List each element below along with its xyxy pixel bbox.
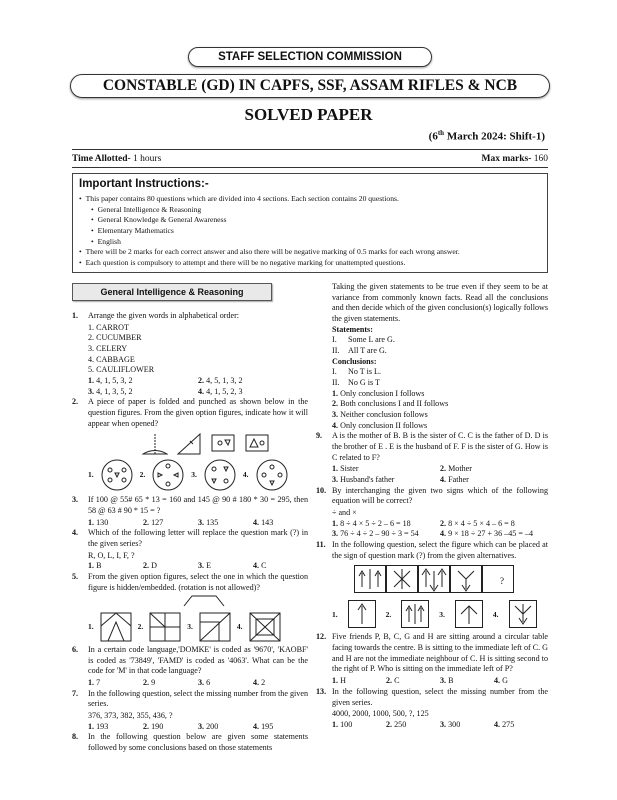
question-6: 6. In a certain code language,'DOMKE' is coded as '9670', 'KAOBF' is coded as '73849', 'FAMD' is coded as '4063'. What can be the code for 'M' in that code language? — [72, 645, 308, 676]
section-item: • General Intelligence & Reasoning — [79, 205, 541, 216]
divider — [72, 149, 548, 150]
commission-banner: STAFF SELECTION COMMISSION — [188, 47, 432, 67]
section-item: • General Knowledge & General Awareness — [79, 215, 541, 226]
max-marks: Max marks- 160 — [481, 154, 548, 164]
q4-options: 1. B 2. D 3. E 4. C — [88, 561, 267, 571]
question-3: 3. If 100 @ 55# 65 * 13 = 160 and 145 @ 90 # 180 * 30 = 295, then 58 @ 63 # 90 * 15 = ? — [72, 495, 308, 516]
option-circle-figure — [203, 458, 237, 492]
q6-options: 1. 7 2. 9 3. 6 4. 2 — [88, 678, 266, 688]
question-8: 8. In the following question below are given some statements followed by some conclusions based on those statements — [72, 732, 308, 753]
q7-options: 1. 193 2. 190 3. 200 4. 195 — [88, 721, 274, 731]
option-square-figure — [149, 612, 181, 642]
q9-options: 1. Sister 2. Mother 3. Husband's father 4. Father — [332, 464, 472, 485]
q11-question-figures — [354, 565, 548, 593]
conclusions-heading: Conclusions: — [332, 356, 377, 366]
q12-options: 1. H 2. C 3. B 4. G — [332, 676, 508, 686]
question-11: 11. In the following question, select the figure which can be placed at the sign of question mark (?) from the given alternatives. — [316, 540, 548, 560]
q2-question-figures — [142, 431, 308, 455]
right-column — [316, 282, 548, 731]
question-1: 1. Arrange the given words in alphabetical order: — [72, 311, 240, 320]
statement: I. Some L are G. — [332, 335, 395, 345]
question-13: 13. In the following question, select the missing number from the given series. — [316, 686, 548, 707]
folded-paper-figure — [142, 431, 168, 455]
q5-question-figure — [182, 594, 308, 612]
left-column — [72, 283, 308, 755]
arrow-option-figure — [401, 600, 429, 628]
word-list: 1. CARROT 2. CUCUMBER 3. CELERY 4. CABBAGE 5. CAULIFLOWER — [88, 322, 155, 375]
instruction-item: • This paper contains 80 questions which are divided into 4 sections. Each section contains 20 questions. — [79, 194, 541, 205]
option-square-figure — [249, 612, 281, 642]
q13-options: 1. 100 2. 250 3. 300 4. 275 — [332, 719, 515, 729]
instructions-heading: Important Instructions:- — [79, 178, 209, 190]
number-series: 4000, 2000, 1000, 500, ?, 125 — [332, 709, 429, 719]
option-square-figure — [199, 612, 231, 642]
option-circle-figure — [100, 458, 134, 492]
question-12: 12. Five friends P, B, C, G and H are sitting around a circular table facing towards the centre. B is sitting to the immediate left of C. G and H are not the immediate neighbour of C. H is sitting second to the right of P. Who is sitting on the immediate left of P? — [316, 632, 549, 674]
question-7: 7. In the following question, select the missing number from the given series. — [72, 688, 308, 709]
question-10: 10. By interchanging the given two signs which of the following equation will be correct? — [316, 485, 548, 506]
q1-options: 1. 4, 1, 5, 3, 2 2. 4, 5, 1, 3, 2 3. 4, 1, 3, 5, 2 4. 4, 1, 5, 2, 3 — [88, 376, 243, 396]
embedded-shape-figure — [182, 594, 226, 608]
option-square-figure — [100, 612, 132, 642]
section-item: • Elementary Mathematics — [79, 226, 541, 237]
instruction-item: • There will be 2 marks for each correct answer and also there will be negative marking of 0.5 marks for each wrong answer. — [79, 247, 541, 258]
question-9: 9. A is the mother of B. B is the sister of C. C is the father of D. D is the brother of E . E is the husband of F. F is the sister of G. How is C related to F? — [316, 431, 548, 462]
option-circle-figure — [151, 458, 185, 492]
q8-options: 1. Only conclusion I follows 2. Both conclusions I and II follows 3. Neither conclusion follows 4. Only conclusion II follows — [332, 388, 449, 430]
exam-date: (6th March 2024: Shift-1) — [428, 129, 545, 143]
question-2: 2. A piece of paper is folded and punched as shown below in the question figures. From the given option figures, indicate how it will appear when opened? — [72, 397, 308, 428]
instructions-list — [79, 194, 541, 268]
paper-title: SOLVED PAPER — [244, 105, 373, 124]
question-mark: ? — [500, 576, 504, 587]
section-item: • English — [79, 237, 541, 248]
option-circle-figure — [255, 458, 289, 492]
punched-paper-figure — [210, 431, 236, 455]
folded-paper-figure — [176, 431, 202, 455]
arrow-option-figure — [348, 600, 376, 628]
conclusion: I. No T is L. — [332, 367, 381, 377]
q11-option-figures: 1. 2. 3. 4. — [332, 600, 548, 628]
divider — [72, 167, 548, 168]
number-series: 376, 373, 382, 355, 436, ? — [88, 711, 173, 721]
statements-heading: Statements: — [332, 324, 373, 334]
punched-paper-figure — [244, 431, 270, 455]
section-heading: General Intelligence & Reasoning — [72, 283, 272, 301]
instructions-box — [72, 173, 548, 273]
letter-series: R, O, L, I, F, ? — [88, 550, 135, 560]
q5-option-figures: 1. 2. 3. 4. — [88, 612, 308, 642]
exam-banner: CONSTABLE (GD) IN CAPFS, SSF, ASSAM RIFLES & NCB — [70, 74, 550, 98]
conclusion: II. No G is T — [332, 378, 381, 388]
question-4: 4. Which of the following letter will replace the question mark (?) in the given series? — [72, 528, 308, 549]
time-allotted: Time Allotted- 1 hours — [72, 154, 162, 164]
q8-continuation: Taking the given statements to be true even if they seem to be at variance from commonly known facts. Read all the conclusions and then decide which of the given conclusion(s) logically follows the given statements. — [332, 282, 548, 324]
q10-options: 1. 8 ÷ 4 × 5 ÷ 2 – 6 = 18 2. 8 × 4 ÷ 5 × 4 – 6 = 8 3. 76 ÷ 4 ÷ 2 – 90 ÷ 3 = 54 4. 9 × 18 ÷ 27 + 36 –45 = –4 — [332, 518, 534, 539]
instruction-item: • Each question is compulsory to attempt and there will be no negative marking for unattempted questions. — [79, 258, 541, 269]
q3-options: 1. 130 2. 127 3. 135 4. 143 — [88, 517, 274, 527]
sign-pair: ÷ and × — [332, 508, 357, 518]
arrow-option-figure — [455, 600, 483, 628]
question-5: 5. From the given option figures, select the one in which the question figure is hidden/embedded. (rotation is not allowed)? — [72, 572, 308, 592]
arrow-option-figure — [509, 600, 537, 628]
q2-option-figures: 1. 2. 3. 4. — [88, 458, 308, 492]
statement: II. All T are G. — [332, 346, 387, 356]
